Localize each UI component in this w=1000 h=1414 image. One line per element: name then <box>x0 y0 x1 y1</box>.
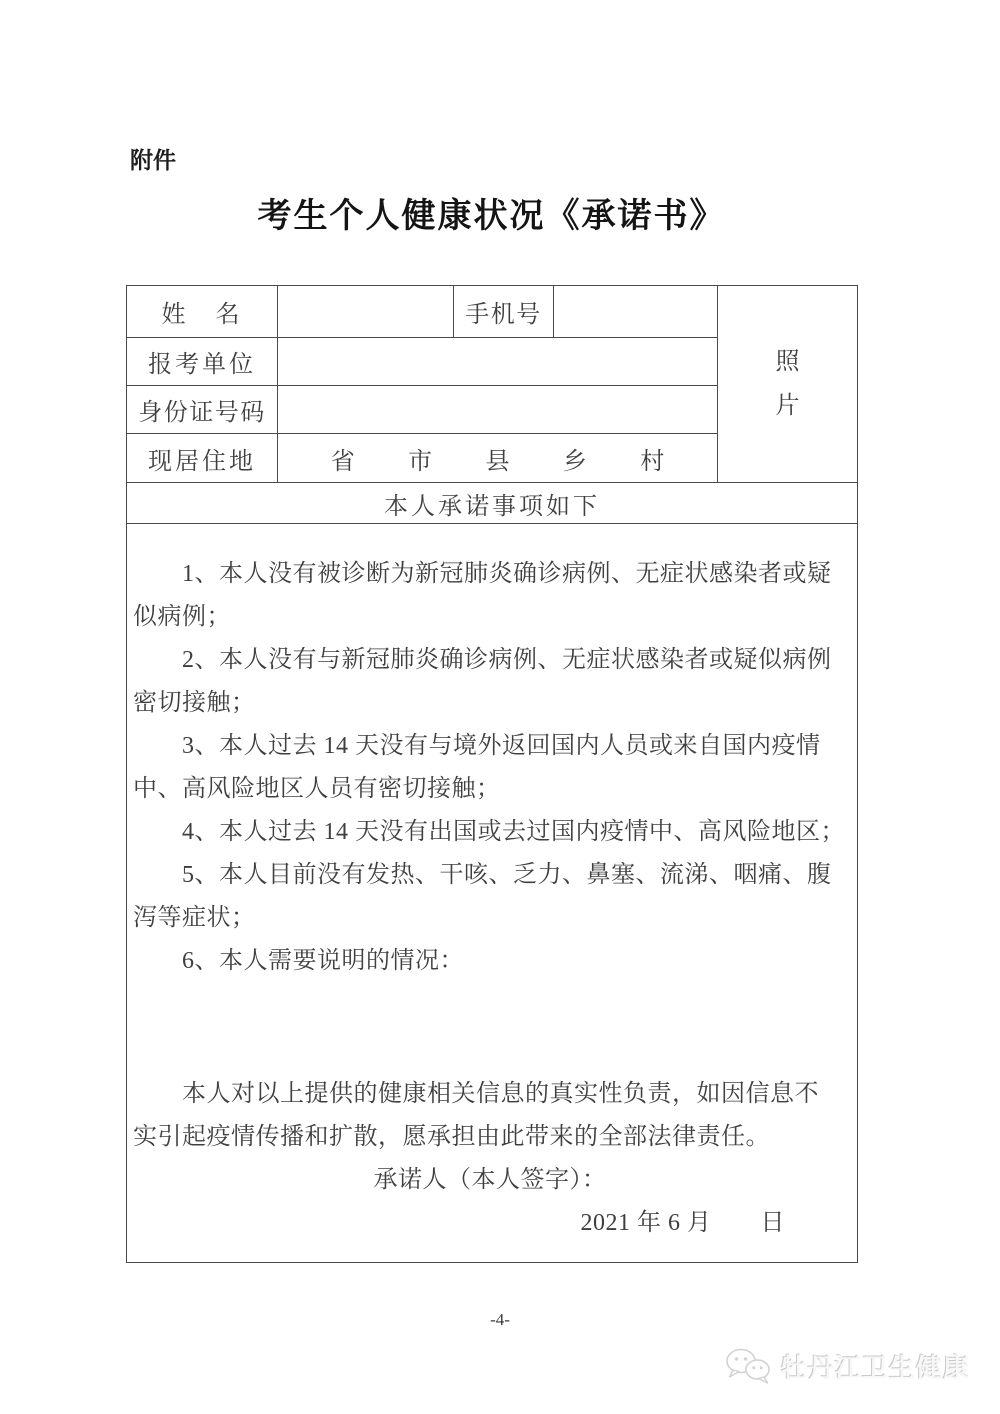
promise-line: 中、高风险地区人员有密切接触； <box>133 775 501 802</box>
table-row <box>127 524 858 1263</box>
residence-option: 省 <box>330 448 355 475</box>
photo-label-top: 照 <box>775 349 800 375</box>
id-number-input-cell[interactable] <box>278 386 718 434</box>
name-label: 姓 名 <box>127 286 278 338</box>
phone-input-cell[interactable] <box>554 286 718 338</box>
attachment-label: 附件 <box>130 147 176 173</box>
watermark-label: 牡丹江卫生健康 <box>780 1352 970 1383</box>
residence-option: 县 <box>485 448 510 475</box>
residence-input-cell[interactable] <box>278 434 718 483</box>
watermark <box>724 1346 970 1386</box>
promise-lines <box>133 553 847 1245</box>
photo-box[interactable] <box>718 286 858 483</box>
promise-line: 承诺人（本人签字）： <box>373 1166 607 1193</box>
promise-line: 4、本人过去 14 天没有出国或去过国内疫情中、高风险地区； <box>182 818 845 845</box>
fill-in-blank-space[interactable] <box>133 983 847 1073</box>
promise-line: 6、本人需要说明的情况： <box>182 947 464 974</box>
promise-line: 2021 年 6 月 日 <box>580 1209 785 1236</box>
promise-line: 2、本人没有与新冠肺炎确诊病例、无症状感染者或疑似病例 <box>182 646 832 673</box>
health-form-table <box>126 285 858 1263</box>
unit-input-cell[interactable] <box>278 338 718 386</box>
residence-option: 村 <box>640 448 665 475</box>
promise-body-cell <box>127 524 858 1263</box>
residence-option: 市 <box>408 448 433 475</box>
table-row <box>127 286 858 338</box>
promise-line: 密切接触； <box>133 689 256 716</box>
wechat-icon <box>724 1346 772 1386</box>
promise-line: 泻等症状； <box>133 904 256 931</box>
unit-label: 报考单位 <box>127 338 278 386</box>
promise-line: 1、本人没有被诊断为新冠肺炎确诊病例、无症状感染者或疑 <box>182 560 832 587</box>
phone-label: 手机号 <box>454 286 554 338</box>
page-title: 考生个人健康状况《承诺书》 <box>257 197 726 235</box>
promise-section-header: 本人承诺事项如下 <box>127 483 858 524</box>
promise-line: 似病例； <box>133 603 231 630</box>
photo-label-bottom: 片 <box>775 393 800 419</box>
id-number-label: 身份证号码 <box>127 386 278 434</box>
promise-line: 3、本人过去 14 天没有与境外返回国内人员或来自国内疫情 <box>182 732 821 759</box>
promise-line: 5、本人目前没有发热、干咳、乏力、鼻塞、流涕、咽痛、腹 <box>182 861 832 888</box>
name-input-cell[interactable] <box>278 286 454 338</box>
residence-option: 乡 <box>562 448 587 475</box>
promise-line: 实引起疫情传播和扩散，愿承担由此带来的全部法律责任。 <box>133 1123 770 1150</box>
table-row <box>127 483 858 524</box>
page-number: -4- <box>490 1310 510 1329</box>
residence-options <box>304 441 691 476</box>
residence-label: 现居住地 <box>127 434 278 483</box>
promise-line: 本人对以上提供的健康相关信息的真实性负责，如因信息不 <box>182 1080 819 1107</box>
